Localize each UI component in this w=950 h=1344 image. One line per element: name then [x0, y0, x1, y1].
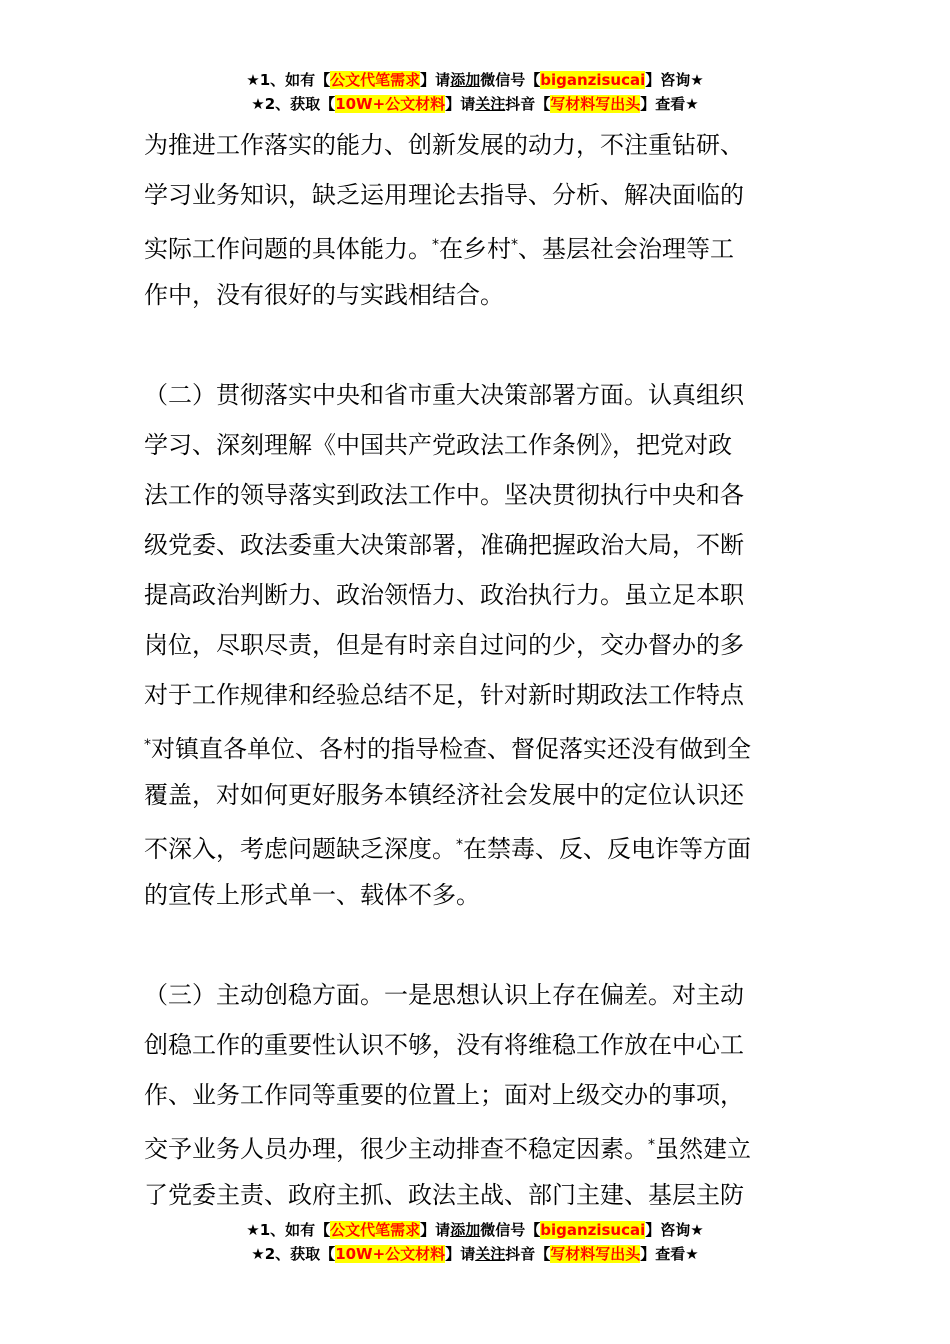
paragraph-line — [144, 220, 809, 270]
banner-highlight-douyin: 写材料写出头 — [550, 95, 641, 113]
paragraph-line: 的宣传上形式单一、载体不多。 — [144, 881, 480, 909]
text-run: 在禁毒、反、反电诈等方面 — [463, 835, 751, 863]
banner-text: 】请 — [420, 71, 451, 89]
banner-text: 】请 — [445, 95, 476, 113]
paragraph-line: 学习、深刻理解《中国共产党政法工作条例》，把党对政 — [144, 431, 732, 459]
marker: * — [511, 237, 518, 253]
paragraph-line: 学习业务知识，缺乏运用理论去指导、分析、解决面临的 — [144, 181, 744, 209]
paragraph-line: 提高政治判断力、政治领悟力、政治执行力。虽立足本职 — [144, 581, 744, 609]
marker: * — [432, 237, 439, 253]
paragraph-line — [144, 820, 809, 870]
document-body — [144, 120, 809, 1220]
banner-text: 】咨询★ — [645, 1221, 704, 1239]
banner-underline: 添加 — [450, 71, 481, 89]
banner-text: 】请 — [420, 1221, 451, 1239]
banner-text: 抖音【 — [505, 1245, 551, 1263]
section-2-heading-line: （二）贯彻落实中央和省市重大决策部署方面。认真组织 — [144, 381, 744, 409]
banner-line-2 — [0, 92, 950, 116]
text-run: 不深入，考虑问题缺乏深度。 — [144, 835, 456, 863]
text-run: 对镇直各单位、各村的指导检查、督促落实还没有做到全 — [151, 735, 751, 763]
text-run: 在乡村 — [439, 235, 511, 263]
banner-text: 】查看★ — [640, 1245, 699, 1263]
paragraph-line: 了党委主责、政府主抓、政法主战、部门主建、基层主防 — [144, 1181, 744, 1209]
banner-highlight: 公文代笔需求 — [330, 71, 421, 89]
marker: * — [456, 837, 463, 853]
marker: * — [144, 737, 151, 753]
banner-highlight: 10W+公文材料 — [335, 95, 446, 113]
section-3-heading-line: （三）主动创稳方面。一是思想认识上存在偏差。对主动 — [144, 981, 744, 1009]
banner-text: 微信号【 — [480, 1221, 541, 1239]
banner-text: 微信号【 — [480, 71, 541, 89]
paragraph-line: 创稳工作的重要性认识不够，没有将维稳工作放在中心工 — [144, 1031, 744, 1059]
paragraph-line: 作中，没有很好的与实践相结合。 — [144, 281, 504, 309]
paragraph-line: 覆盖，对如何更好服务本镇经济社会发展中的定位认识还 — [144, 781, 744, 809]
footer-banner — [0, 1218, 950, 1266]
marker: * — [648, 1137, 655, 1153]
text-run: 交予业务人员办理，很少主动排查不稳定因素。 — [144, 1135, 648, 1163]
banner-text: ★1、如有【 — [246, 1221, 331, 1239]
banner-underline: 关注 — [475, 95, 506, 113]
banner-highlight-wechat-id: biganzisucai — [540, 1221, 646, 1239]
paragraph-line: 为推进工作落实的能力、创新发展的动力，不注重钻研、 — [144, 131, 744, 159]
banner-highlight-douyin: 写材料写出头 — [550, 1245, 641, 1263]
paragraph-line: 作、业务工作同等重要的位置上；面对上级交办的事项， — [144, 1081, 744, 1109]
paragraph-line: 岗位，尽职尽责，但是有时亲自过问的少，交办督办的多 — [144, 631, 744, 659]
banner-highlight: 10W+公文材料 — [335, 1245, 446, 1263]
banner-text: 抖音【 — [505, 95, 551, 113]
header-banner — [0, 68, 950, 116]
banner-text: ★2、获取【 — [251, 1245, 336, 1263]
banner-text: 】查看★ — [640, 95, 699, 113]
paragraph-line: 法工作的领导落实到政法工作中。坚决贯彻执行中央和各 — [144, 481, 744, 509]
banner-highlight-wechat-id: biganzisucai — [540, 71, 646, 89]
banner-line-1 — [0, 68, 950, 92]
banner-text: ★1、如有【 — [246, 71, 331, 89]
banner-text: 】咨询★ — [645, 71, 704, 89]
paragraph-line — [144, 1120, 809, 1170]
banner-text: 】请 — [445, 1245, 476, 1263]
banner-underline: 关注 — [475, 1245, 506, 1263]
paragraph-line: 对于工作规律和经验总结不足，针对新时期政法工作特点 — [144, 681, 744, 709]
paragraph-line: 级党委、政法委重大决策部署，准确把握政治大局，不断 — [144, 531, 744, 559]
banner-line-2 — [0, 1242, 950, 1266]
text-run: 虽然建立 — [655, 1135, 751, 1163]
banner-line-1 — [0, 1218, 950, 1242]
banner-highlight: 公文代笔需求 — [330, 1221, 421, 1239]
banner-text: ★2、获取【 — [251, 95, 336, 113]
text-run: 实际工作问题的具体能力。 — [144, 235, 432, 263]
paragraph-line — [144, 720, 809, 770]
text-run: 、基层社会治理等工 — [518, 235, 734, 263]
banner-underline: 添加 — [450, 1221, 481, 1239]
